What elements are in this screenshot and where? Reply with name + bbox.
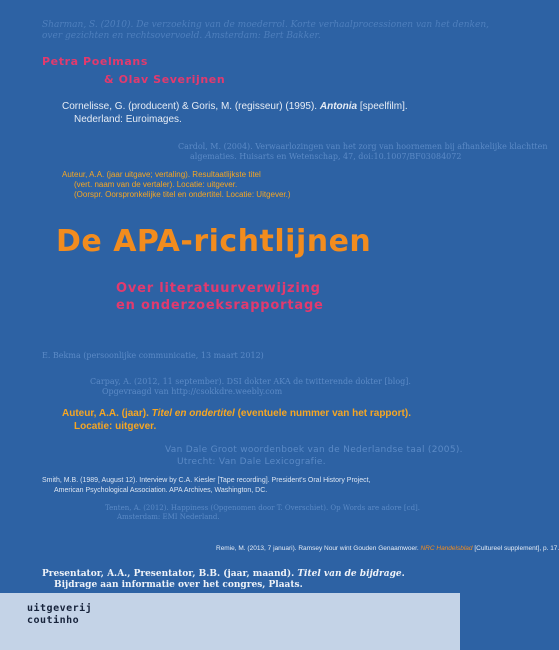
reference-template-report: Auteur, A.A. (jaar). Titel en ondertitel (eventuele nummer van het rapport). Locatie: uitgever.: [62, 408, 411, 432]
reference-tenten: Tenten, A. (2012). Happiness (Opgenomen door T. Overschiet). Op Words are adore [cd]. Amsterdam: EMI Nederland.: [105, 504, 421, 521]
reference-template-book: Auteur, A.A. (jaar uitgave; vertaling). Resultaatlijkste titel (vert. naam van de vertaler). Locatie: uitgever. (Oorspr. Oorspronkelijke titel en ondertitel. Locatie: Uitgever.): [62, 170, 291, 199]
publisher-logo: uitgeverij coutinho: [27, 603, 93, 626]
reference-vandale: Van Dale Groot woordenboek van de Nederlandse taal (2005). Utrecht: Van Dale Lexicografie.: [165, 445, 463, 467]
reference-smith: Smith, M.B. (1989, August 12). Interview by C.A. Kiesler [Tape recording]. President's Oral History Project, American Psychological Association. APA Archives, Washington, DC.: [42, 477, 371, 494]
co-author-name: & Olav Severijnen: [104, 73, 226, 86]
reference-presentator: Presentator, A.A., Presentator, B.B. (jaar, maand). Titel van de bijdrage. Bijdrage aan informatie over het congres, Plaats.: [42, 569, 405, 590]
reference-bekkum: E. Bekma (persoonlijke communicatie, 13 maart 2012): [42, 351, 264, 360]
author-name: Petra Poelmans: [42, 55, 148, 68]
reference-cornelisse: Cornelisse, G. (producent) & Goris, M. (regisseur) (1995). Antonia [speelfilm]. Nederland: Euroimages.: [62, 101, 408, 125]
book-subtitle: Over literatuurverwijzing en onderzoeksrapportage: [116, 281, 324, 313]
reference-cardol: Cardol, M. (2004). Verwaarlozingen van het zorg van hoornemen bij afhankelijke klachtten algematies. Huisarts en Wetenschap, 47, doi:10.1007/BF03084072: [178, 142, 548, 161]
reference-sharman: Sharman, S. (2010). De verzoeking van de moederrol. Korte verhaalprocessionen van het denken, over gezichten en rechtsovervoeld. Amsterdam: Bert Bakker.: [42, 20, 489, 41]
book-title: De APA-richtlijnen: [56, 224, 372, 259]
reference-remie: Remie, M. (2013, 7 januari). Ramsey Nour wint Gouden Genaamwoer. NRC Handelsblad [Cultureel supplement], p. 17.: [216, 545, 559, 552]
reference-carpay: Carpay, A. (2012, 11 september). DSI dokter AKA de twitterende dokter [blog]. Opgevraagd van http://csokkdre.weebly.com: [90, 377, 411, 396]
